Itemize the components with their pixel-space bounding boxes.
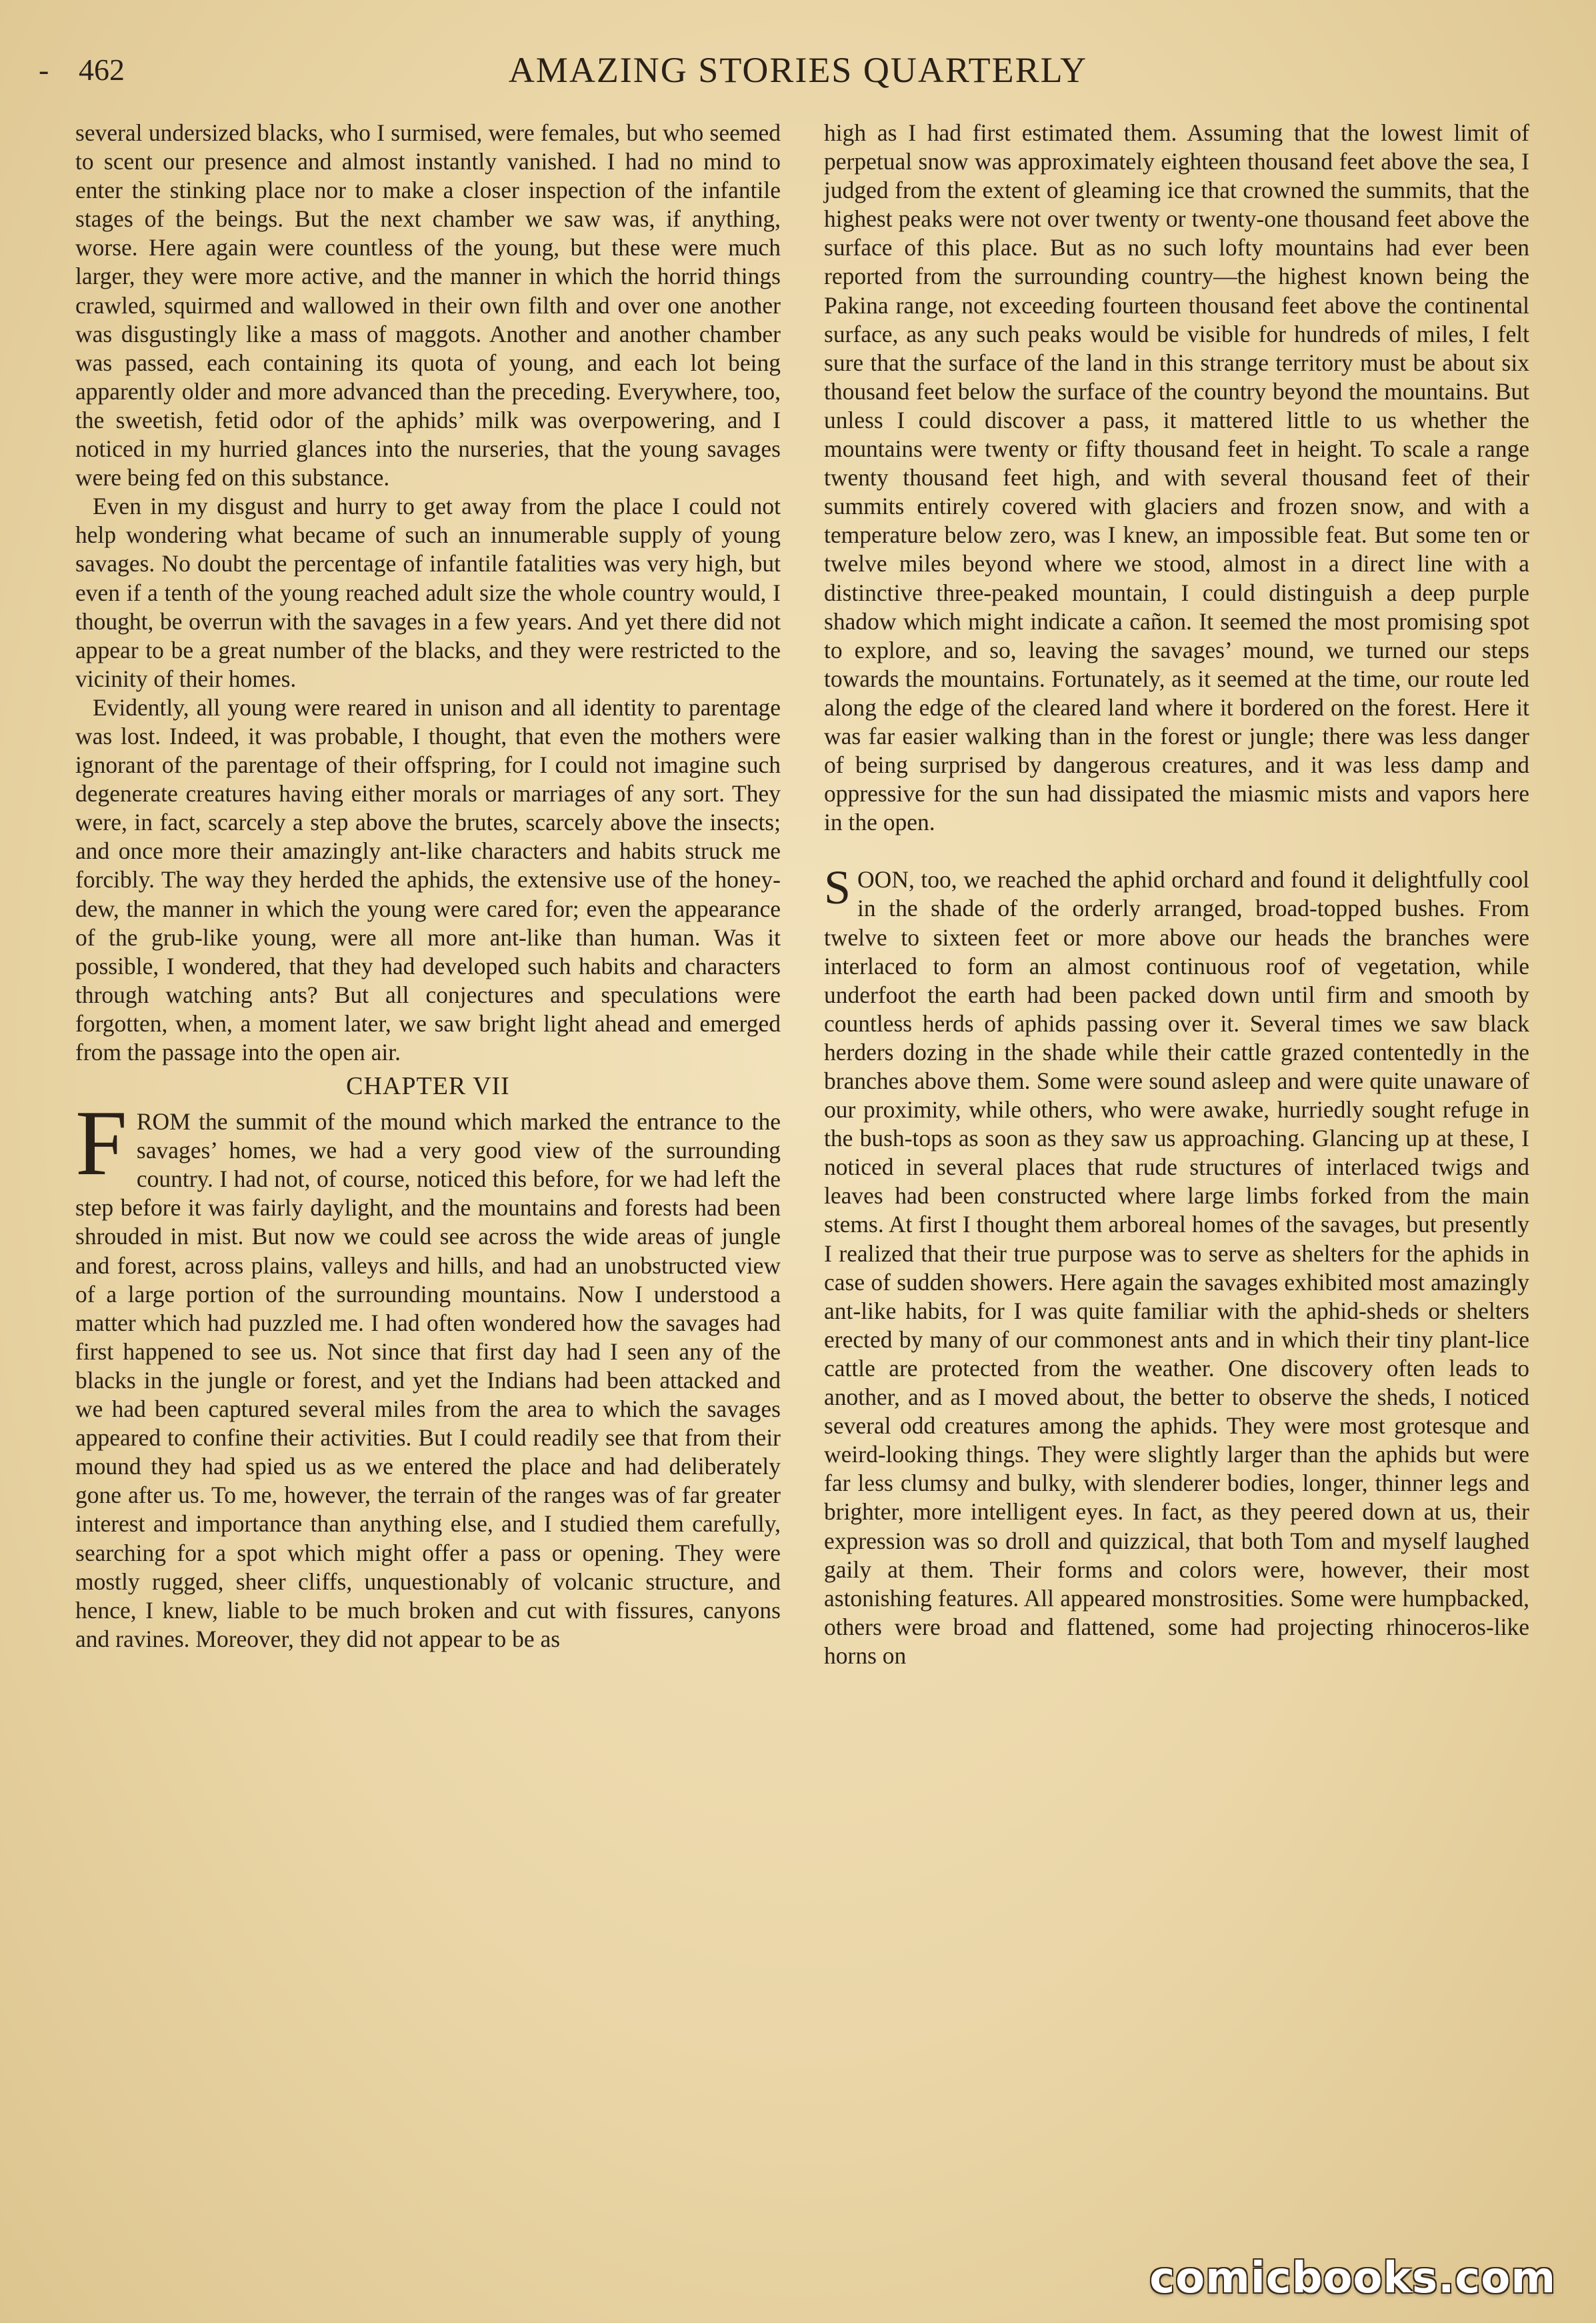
page-header [0,40,1596,100]
chapter-heading: CHAPTER VII [346,1072,510,1101]
page-number: 462 [79,53,125,87]
section-opening-paragraph [824,861,1529,1670]
drop-cap: F [75,1091,127,1196]
paragraph: Even in my disgust and hurry to get away from the place I could not help wondering what became of such an innumerable supply of young savages. No doubt the percentage of infantile fatalities was very high, but even if a tenth of the young reached adult size the whole country would, I thought, be overrun with the savages in a few years. And yet there did not appear to be a great number of the blacks, and they were restricted to the vicinity of their homes. [75,493,781,692]
drop-cap: S [824,861,851,915]
paragraph: several undersized blacks, who I surmised, were females, but who seemed to scent our presence and almost instantly vanished. I had no mind to enter the stinking place nor to make a closer inspection of the infantile stages of the beings. But the next chamber we saw was, if anything, worse. Here again were countless of the young, but these were much larger, they were more active, and the manner in which the horrid things crawled, squirmed and wallowed in their own filth and over one another was disgustingly like a mass of maggots. Another and another chamber was passed, each containing its quota of young, and each lot being apparently older and more advanced than the preceding. Everywhere, too, the sweetish, fetid odor of the aphids’ milk was overpowering, and I noticed in my hurried glances into the nurseries, that the young savages were being fed on this substance. [75,119,781,491]
watermark-logo: comicbooks.com [1149,2254,1556,2303]
running-head: AMAZING STORIES QUARTERLY [508,50,1088,90]
chapter-opening-paragraph [75,1091,781,1654]
paragraph-text: ROM the summit of the mound which marked the entrance to the savages’ homes, we had a very good view of the surrounding country. I had not, of course, noticed this before, for we had left the step before it was fairly daylight, and the mountains and forests had been shrouded in mist. But now we could see across the wide areas of jungle and forest, across plains, valleys and hills, and had an unobstructed view of a large portion of the surrounding mountains. Now I understood a matter which had puzzled me. I had often wondered how the savages had first happened to see us. Not since that first day had I seen any of the blacks in the jungle or forest, and yet the Indians had been attacked and we had been captured several miles from the area to which the savages appeared to confine their activities. But I could readily see that from their mound they had spied us as we entered the place and had deliberately gone after us. To me, however, the terrain of the ranges was of far greater interest and importance than anything else, and I studied them carefully, searching for a spot which might offer a pass or opening. They were mostly rugged, sheer cliffs, unquestionably of volcanic structure, and hence, I knew, liable to be much broken and cut with fissures, canyons and ravines. Moreover, they did not appear to be as [75,1108,781,1652]
paragraph: high as I had first estimated them. Assuming that the lowest limit of perpetual snow was approximately eighteen thousand feet above the sea, I judged from the extent of gleaming ice that crowned the summits, that the highest peaks were not over twenty or twenty-one thousand feet above the surface of this place. But as no such lofty mountains had ever been reported from the surrounding country—the highest known being the Pakina range, not exceeding fourteen thousand feet above the continental surface, as any such peaks would be visible for hundreds of miles, I felt sure that the surface of the land in this strange territory must be about six thousand feet below the surface of the country beyond the mountains. But unless I could discover a pass, it mattered little to us whether the mountains were twenty or fifty thousand feet in height. To scale a range twenty thousand feet high, and with several thousand feet of their summits entirely covered with glaciers and frozen snow, and with a temperature below zero, was I knew, an impossible feat. But some ten or twelve miles beyond where we stood, almost in a direct line with a distinctive three-peaked mountain, I could distinguish a deep purple shadow which might indicate a cañon. It seemed the most promising spot to explore, and so, leaving the savages’ mound, we turned our steps towards the mountains. Fortunately, as it seemed at the time, our route led along the edge of the cleared land where it bordered on the forest. Here it was far easier walking than in the forest or jungle; there was less danger of being surprised by dangerous creatures, and it was less damp and oppressive for the sun had dissipated the miasmic mists and vapors here in the open. [824,119,1529,836]
left-column [75,119,781,1654]
section-break [824,837,1529,865]
paragraph: Evidently, all young were reared in unison and all identity to parentage was lost. Indeed, it was probable, I thought, that even the mothers were ignorant of the parentage of their offspring, for I could not imagine such degenerate creatures having either morals or marriages of any sort. They were, in fact, scarcely a step above the brutes, scarcely above the insects; and once more their amazingly ant-like characters and habits struck me forcibly. The way they herded the aphids, the extensive use of the honey-dew, the manner in which the young were cared for; even the appearance of the grub-like young, were all more ant-like than human. Was it possible, I wondered, that they had developed such habits and characters through watching ants? But all conjectures and speculations were forgotten, when, a moment later, we saw bright light ahead and emerged from the passage into the open air. [75,693,781,1065]
right-column [824,119,1529,1670]
page-dash: - [39,53,49,87]
paragraph-text: OON, too, we reached the aphid orchard and found it delightfully cool in the shade of the orderly arranged, broad-topped bushes. From twelve to sixteen feet or more above our heads the branches were interlaced to form an almost continuous roof of vegetation, while underfoot the earth had been packed down until firm and smooth by countless herds of aphids passing over it. Several times we saw black herders dozing in the shade while their cattle grazed contentedly in the branches above them. Some were sound asleep and were quite unaware of our proximity, while others, who were awake, hurriedly sought refuge in the bush-tops as soon as they saw us approaching. Glancing up at these, I noticed in several places that rude structures of interlaced twigs and leaves had been constructed where large limbs forked from the main stems. At first I thought them arboreal homes of the savages, but presently I realized that their true purpose was to serve as shelters for the aphids in case of sudden showers. Here again the savages exhibited most amazingly ant-like habits, for I was quite familiar with the aphid-sheds or shelters erected by many of our commonest ants and in which their tiny plant-lice cattle are protected from the weather. One discovery often leads to another, and as I moved about, the better to observe the sheds, I noticed several odd creatures among the aphids. They were most grotesque and weird-looking things. They were slightly larger than the aphids but were far less clumsy and bulky, with slenderer bodies, longer, thinner legs and brighter, more intelligent eyes. In fact, as they peered down at us, their expression was so droll and quizzical, that both Tom and myself laughed gaily at them. Their forms and colors were, however, their most astonishing features. All appeared monstrosities. Some were humpbacked, others were broad and flattened, some had projecting rhinoceros-like horns on [824,866,1529,1669]
